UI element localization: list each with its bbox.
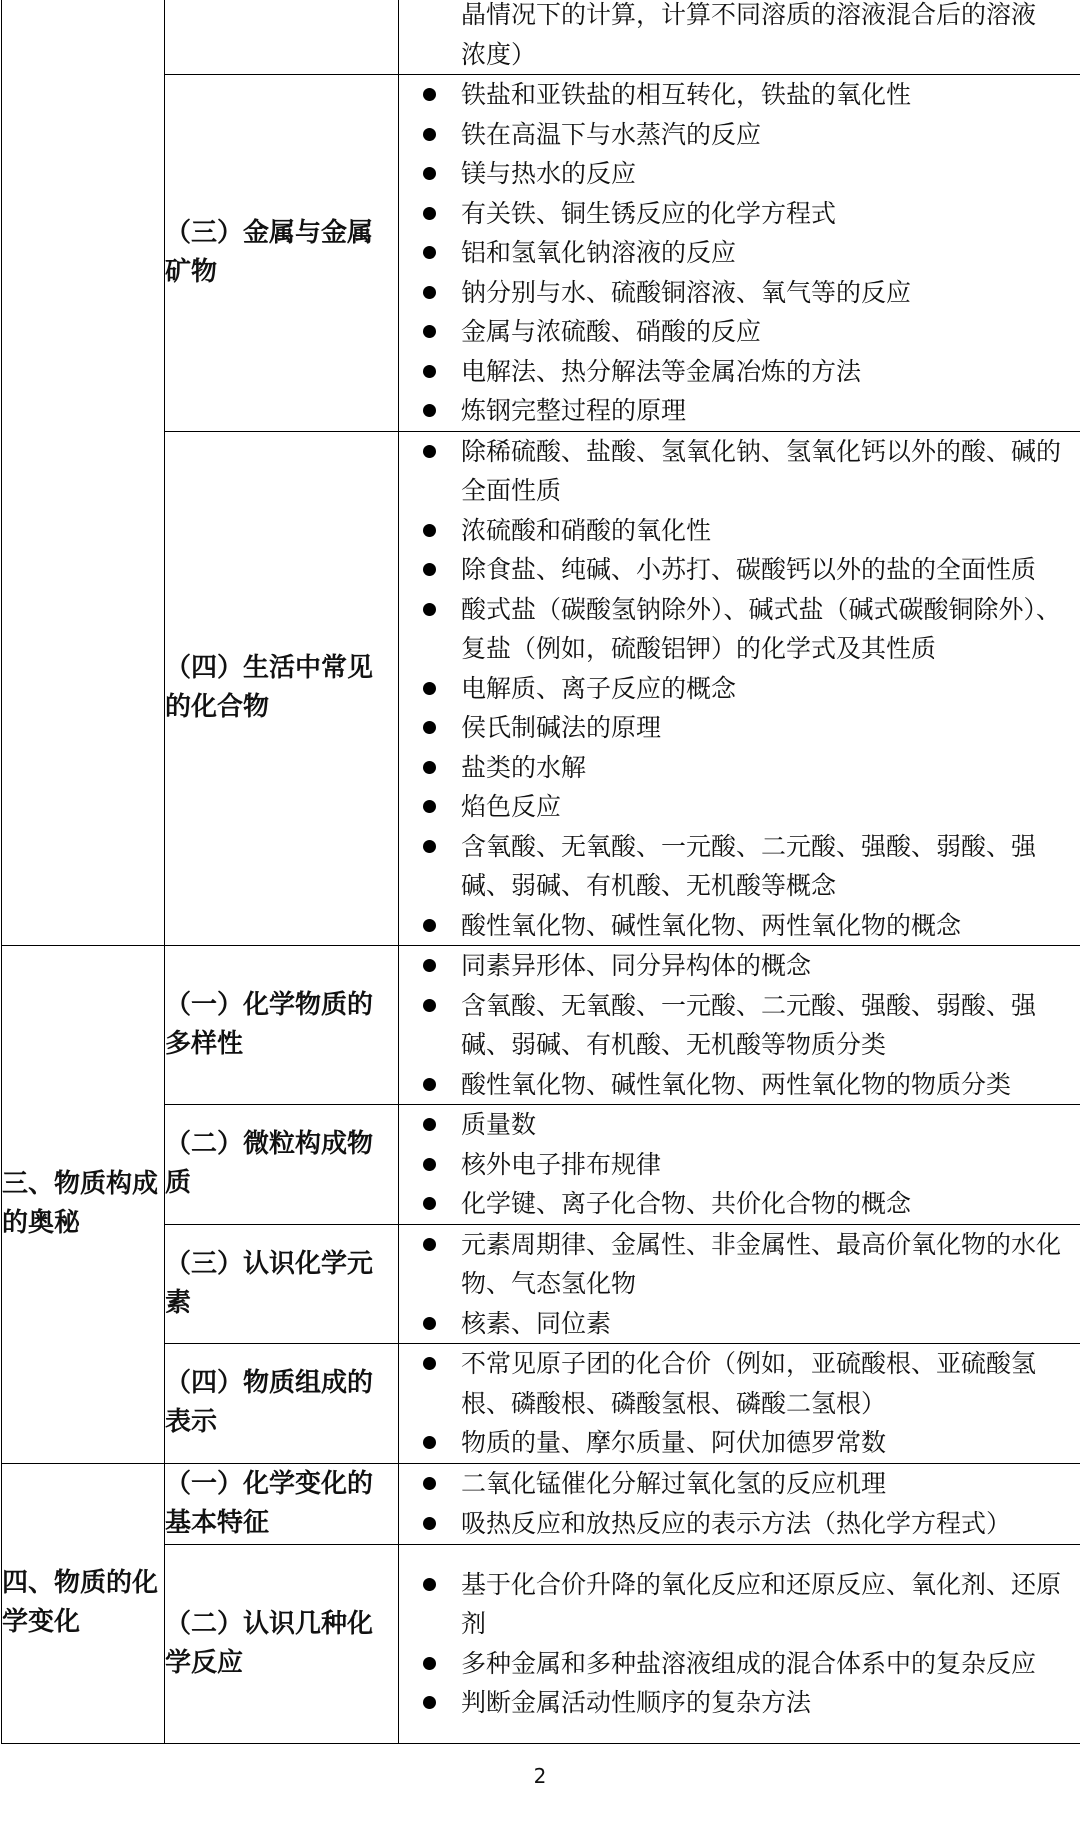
subcategory-title: （四）物质组成的表示 — [165, 1344, 399, 1464]
list-item: 吸热反应和放热反应的表示方法（热化学方程式） — [399, 1504, 1080, 1544]
bullet-icon — [423, 1357, 436, 1370]
category-title: 四、物质的化学变化 — [2, 1463, 165, 1743]
curriculum-table — [1, 0, 1080, 1744]
list-item: 盐类的水解 — [399, 748, 1080, 788]
list-item: 侯氏制碱法的原理 — [399, 708, 1080, 748]
list-item: 基于化合价升降的氧化反应和还原反应、氧化剂、还原剂 — [399, 1565, 1080, 1644]
bullet-icon — [423, 365, 436, 378]
subcategory-title: （三）认识化学元素 — [165, 1224, 399, 1344]
bullet-icon — [423, 1238, 436, 1251]
items-cell — [399, 75, 1080, 432]
list-item: 同素异形体、同分异构体的概念 — [399, 946, 1080, 986]
list-item: 含氧酸、无氧酸、一元酸、二元酸、强酸、弱酸、强碱、弱碱、有机酸、无机酸等物质分类 — [399, 986, 1080, 1065]
page-number: 2 — [533, 1764, 547, 1788]
bullet-icon — [423, 445, 436, 458]
list-item: 化学键、离子化合物、共价化合物的概念 — [399, 1184, 1080, 1224]
bullet-icon — [423, 761, 436, 774]
list-item: 物质的量、摩尔质量、阿伏加德罗常数 — [399, 1423, 1080, 1463]
bullet-icon — [423, 919, 436, 932]
subcategory-title: （一）化学变化的基本特征 — [165, 1463, 399, 1544]
bullet-icon — [423, 207, 436, 220]
bullet-icon — [423, 1578, 436, 1591]
bullet-icon — [423, 840, 436, 853]
table-row — [2, 1463, 1080, 1544]
list-item: 焰色反应 — [399, 787, 1080, 827]
bullet-icon — [423, 1657, 436, 1670]
subcategory-title: （三）金属与金属矿物 — [165, 75, 399, 432]
category-title: 三、物质构成的奥秘 — [2, 946, 165, 1464]
list-item: 除稀硫酸、盐酸、氢氧化钠、氢氧化钙以外的酸、碱的全面性质 — [399, 432, 1080, 511]
list-item: 酸性氧化物、碱性氧化物、两性氧化物的概念 — [399, 906, 1080, 946]
continued-text-line: 浓度） — [461, 39, 537, 69]
items-cell — [399, 946, 1080, 1105]
table-row — [2, 0, 1080, 75]
continued-text-line: 晶情况下的计算，计算不同溶质的溶液混合后的溶液 — [461, 0, 1037, 29]
list-item: 含氧酸、无氧酸、一元酸、二元酸、强酸、弱酸、强碱、弱碱、有机酸、无机酸等概念 — [399, 827, 1080, 906]
list-item: 铁盐和亚铁盐的相互转化，铁盐的氧化性 — [399, 75, 1080, 115]
list-item: 多种金属和多种盐溶液组成的混合体系中的复杂反应 — [399, 1644, 1080, 1684]
subcategory-cell-continued — [165, 0, 399, 75]
bullet-icon — [423, 325, 436, 338]
table-row — [2, 946, 1080, 1105]
bullet-icon — [423, 1078, 436, 1091]
list-item: 酸性氧化物、碱性氧化物、两性氧化物的物质分类 — [399, 1065, 1080, 1105]
items-cell — [399, 0, 1080, 75]
list-item: 炼钢完整过程的原理 — [399, 391, 1080, 431]
list-item: 铝和氢氧化钠溶液的反应 — [399, 233, 1080, 273]
bullet-icon — [423, 128, 436, 141]
bullet-icon — [423, 1696, 436, 1709]
bullet-icon — [423, 1158, 436, 1171]
items-cell — [399, 1105, 1080, 1225]
list-item: 二氧化锰催化分解过氧化氢的反应机理 — [399, 1464, 1080, 1504]
list-item: 有关铁、铜生锈反应的化学方程式 — [399, 194, 1080, 234]
list-item: 酸式盐（碳酸氢钠除外）、碱式盐（碱式碳酸铜除外）、复盐（例如，硫酸铝钾）的化学式及其性质 — [399, 590, 1080, 669]
list-item: 镁与热水的反应 — [399, 154, 1080, 194]
bullet-icon — [423, 286, 436, 299]
bullet-icon — [423, 721, 436, 734]
bullet-icon — [423, 1477, 436, 1490]
list-item: 除食盐、纯碱、小苏打、碳酸钙以外的盐的全面性质 — [399, 550, 1080, 590]
bullet-icon — [423, 603, 436, 616]
bullet-icon — [423, 682, 436, 695]
item-list — [399, 946, 1080, 1104]
bullet-icon — [423, 959, 436, 972]
bullet-icon — [423, 167, 436, 180]
bullet-icon — [423, 88, 436, 101]
items-cell — [399, 1344, 1080, 1464]
items-cell — [399, 431, 1080, 946]
list-item: 核外电子排布规律 — [399, 1145, 1080, 1185]
bullet-icon — [423, 1436, 436, 1449]
items-cell — [399, 1463, 1080, 1544]
category-cell-continued — [2, 0, 165, 946]
list-item: 元素周期律、金属性、非金属性、最高价氧化物的水化物、气态氢化物 — [399, 1225, 1080, 1304]
bullet-icon — [423, 800, 436, 813]
subcategory-title: （二）微粒构成物质 — [165, 1105, 399, 1225]
bullet-icon — [423, 563, 436, 576]
bullet-icon — [423, 524, 436, 537]
list-item: 金属与浓硫酸、硝酸的反应 — [399, 312, 1080, 352]
item-list — [399, 1225, 1080, 1344]
list-item: 浓硫酸和硝酸的氧化性 — [399, 511, 1080, 551]
bullet-icon — [423, 246, 436, 259]
list-item: 判断金属活动性顺序的复杂方法 — [399, 1683, 1080, 1723]
items-cell — [399, 1544, 1080, 1743]
list-item: 质量数 — [399, 1105, 1080, 1145]
items-cell — [399, 1224, 1080, 1344]
subcategory-title: （二）认识几种化学反应 — [165, 1544, 399, 1743]
item-list — [399, 1105, 1080, 1224]
list-item: 钠分别与水、硫酸铜溶液、氧气等的反应 — [399, 273, 1080, 313]
item-list — [399, 75, 1080, 431]
item-list — [399, 1464, 1080, 1543]
item-list — [399, 1344, 1080, 1463]
item-list — [399, 432, 1080, 946]
bullet-icon — [423, 999, 436, 1012]
list-item: 铁在高温下与水蒸汽的反应 — [399, 115, 1080, 155]
subcategory-title: （四）生活中常见的化合物 — [165, 431, 399, 946]
bullet-icon — [423, 1118, 436, 1131]
bullet-icon — [423, 404, 436, 417]
list-item: 核素、同位素 — [399, 1304, 1080, 1344]
bullet-icon — [423, 1317, 436, 1330]
subcategory-title: （一）化学物质的多样性 — [165, 946, 399, 1105]
bullet-icon — [423, 1517, 436, 1530]
list-item: 电解质、离子反应的概念 — [399, 669, 1080, 709]
list-item: 电解法、热分解法等金属冶炼的方法 — [399, 352, 1080, 392]
bullet-icon — [423, 1197, 436, 1210]
item-list — [399, 1565, 1080, 1723]
list-item: 不常见原子团的化合价（例如，亚硫酸根、亚硫酸氢根、磷酸根、磷酸氢根、磷酸二氢根） — [399, 1344, 1080, 1423]
